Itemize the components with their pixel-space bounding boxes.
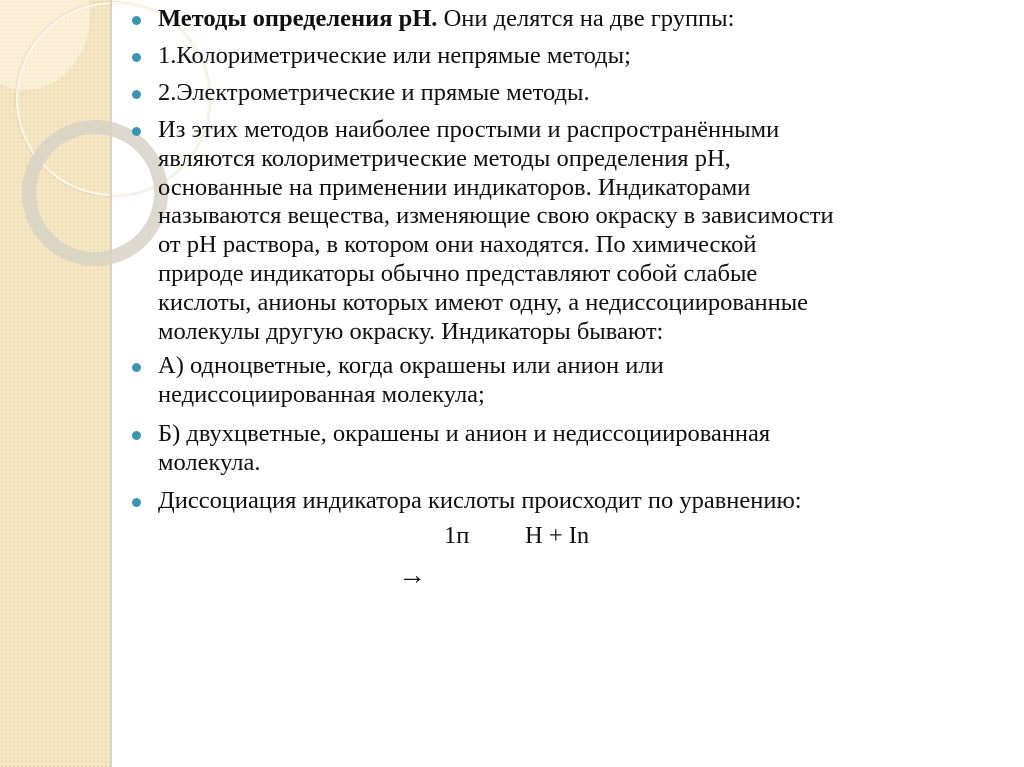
text: называются вещества, изменяющие свою окраску в зависимости xyxy=(158,202,834,230)
list-item xyxy=(158,352,664,410)
bullet-icon xyxy=(132,16,141,25)
text: природе индикаторы обычно представляют собой слабые xyxy=(158,259,758,287)
text: Они делятся на две группы: xyxy=(437,5,735,32)
list-item xyxy=(158,116,834,346)
text: кислоты, анионы которых имеют одну, а недиссоциированные xyxy=(158,288,809,316)
text: Диссоциация индикатора кислоты происходит по уравнению: xyxy=(158,487,802,514)
list-item xyxy=(158,5,734,34)
list-item xyxy=(158,487,802,516)
text: А) одноцветные, когда окрашены или анион или xyxy=(158,352,664,379)
list-item xyxy=(158,79,590,108)
text: Б) двухцветные, окрашены и анион и недиссоциированная xyxy=(158,420,771,447)
decorative-ring-gray xyxy=(22,120,168,266)
bullet-icon xyxy=(132,363,141,372)
list-item xyxy=(158,42,631,71)
bullet-icon xyxy=(132,431,141,440)
bullet-icon xyxy=(132,53,141,62)
bullet-icon xyxy=(132,90,141,99)
list-item xyxy=(158,420,770,478)
bullet-icon xyxy=(132,127,141,136)
bold-heading: Методы определения рН. xyxy=(158,5,438,32)
bullet-icon xyxy=(132,498,141,507)
text: основанные на применении индикаторов. Индикаторами xyxy=(158,173,751,201)
text: 1.Колориметрические или непрямые методы; xyxy=(158,42,631,69)
equation-right: Н + In xyxy=(525,522,590,549)
arrow-icon: → xyxy=(398,560,426,591)
divider xyxy=(110,0,112,767)
text: являются колориметрические методы определения рН, xyxy=(158,144,731,172)
text: молекулы другую окраску. Индикаторы бывают: xyxy=(158,317,664,345)
equation-left: 1п xyxy=(444,522,470,549)
text: от рН раствора, в котором они находятся. По химической xyxy=(158,231,757,259)
text: недиссоциированная молекула; xyxy=(158,380,485,408)
text: Из этих методов наиболее простыми и распространёнными xyxy=(158,116,780,143)
text: молекула. xyxy=(158,448,261,476)
text: 2.Электрометрические и прямые методы. xyxy=(158,79,590,106)
decorative-side-panel xyxy=(0,0,110,767)
